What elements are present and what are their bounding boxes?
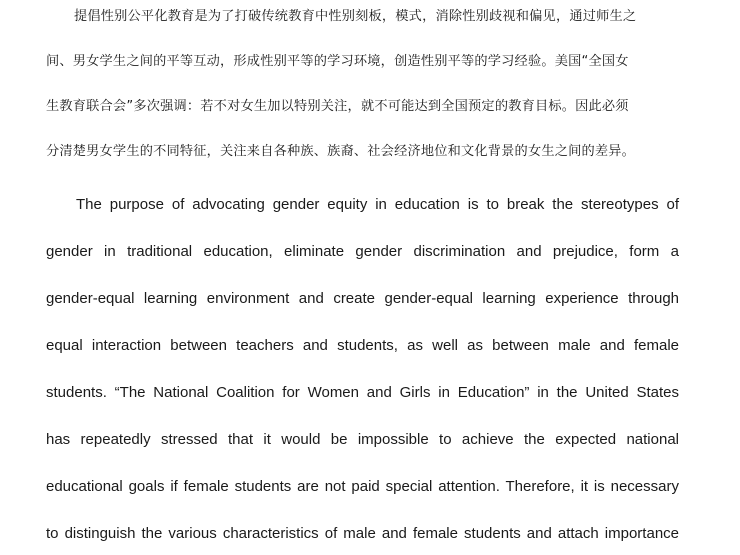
paragraph-line: 提倡性别公平化教育是为了打破传统教育中性别刻板，模式，消除性别歧视和偏见，通过师生之 bbox=[74, 9, 637, 24]
paragraph-line: equal interaction between teachers and students, as well as between male and female bbox=[46, 337, 679, 354]
paragraph-line: to distinguish the various characteristics of male and female students and attach importance bbox=[46, 525, 679, 542]
paragraph-line: gender in traditional education, eliminate gender discrimination and prejudice, form a bbox=[46, 243, 679, 260]
paragraph-line: 分清楚男女学生的不同特征，关注来自各种族、族裔、社会经济地位和文化背景的女生之间的差异。 bbox=[46, 144, 636, 159]
paragraph-line: The purpose of advocating gender equity in education is to break the stereotypes of bbox=[76, 196, 679, 213]
paragraph-line: 生教育联合会”多次强调：若不对女生加以特别关注，就不可能达到全国预定的教育目标。因此必须 bbox=[46, 99, 629, 114]
paragraph-line: gender-equal learning environment and create gender-equal learning experience through bbox=[46, 290, 679, 307]
paragraph-line: educational goals if female students are not paid special attention. Therefore, it is necessary bbox=[46, 478, 679, 495]
paragraph-line: 间、男女学生之间的平等互动，形成性别平等的学习环境，创造性别平等的学习经验。美国“全国女 bbox=[46, 54, 629, 69]
paragraph-line: students. “The National Coalition for Women and Girls in Education” in the United States bbox=[46, 384, 679, 401]
paragraph-line: has repeatedly stressed that it would be impossible to achieve the expected national bbox=[46, 431, 679, 448]
